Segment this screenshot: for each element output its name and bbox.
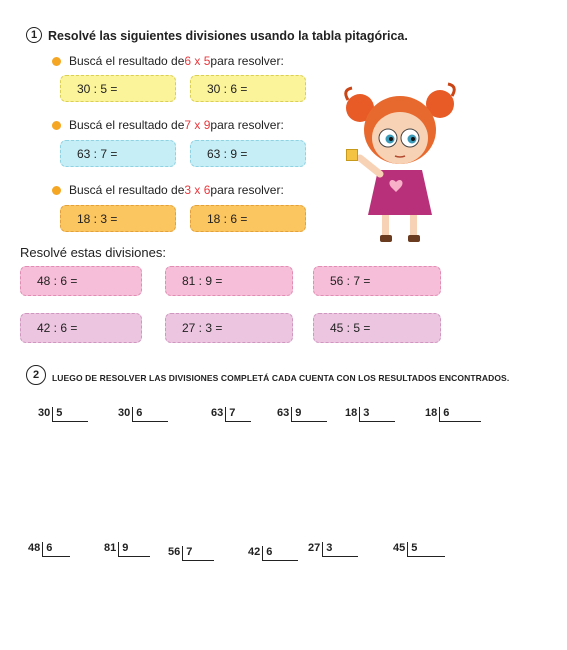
long-division-18-3[interactable]: 18 3: [345, 407, 395, 422]
answer-box-27-3[interactable]: 27 : 3 =: [165, 313, 293, 343]
long-division-63-7[interactable]: 63 7: [211, 407, 251, 422]
answer-box-81-9[interactable]: 81 : 9 =: [165, 266, 293, 296]
hint-group-3: Buscá el resultado de 3 x 6 para resolver:: [52, 183, 284, 197]
long-division-45-5[interactable]: 45 5: [393, 542, 445, 557]
girl-illustration-icon: [340, 80, 460, 245]
long-division-56-7[interactable]: 56 7: [168, 546, 214, 561]
answer-box-30-6[interactable]: 30 : 6 =: [190, 75, 306, 102]
answer-box-42-6[interactable]: 42 : 6 =: [20, 313, 142, 343]
long-division-42-6[interactable]: 42 6: [248, 546, 298, 561]
bullet-icon: [52, 57, 61, 66]
long-division-18-6[interactable]: 18 6: [425, 407, 481, 422]
long-division-63-9[interactable]: 63 9: [277, 407, 327, 422]
small-square-icon: [346, 149, 358, 161]
long-division-48-6[interactable]: 48 6: [28, 542, 70, 557]
exercise-number-1: 1: [26, 27, 42, 43]
long-division-30-6[interactable]: 30 6: [118, 407, 168, 422]
answer-box-30-5[interactable]: 30 : 5 =: [60, 75, 176, 102]
bullet-icon: [52, 186, 61, 195]
resolve-divisions-title: Resolvé estas divisiones:: [20, 245, 166, 260]
exercise-1-title: Resolvé las siguientes divisiones usando la tabla pitagórica.: [48, 29, 408, 43]
long-division-81-9[interactable]: 81 9: [104, 542, 150, 557]
answer-box-45-5[interactable]: 45 : 5 =: [313, 313, 441, 343]
hint-group-1: Buscá el resultado de 6 x 5 para resolver:: [52, 54, 284, 68]
answer-box-18-3[interactable]: 18 : 3 =: [60, 205, 176, 232]
long-division-27-3[interactable]: 27 3: [308, 542, 358, 557]
hint-group-2: Buscá el resultado de 7 x 9 para resolver:: [52, 118, 284, 132]
bullet-icon: [52, 121, 61, 130]
answer-box-63-7[interactable]: 63 : 7 =: [60, 140, 176, 167]
long-division-30-5[interactable]: 30 5: [38, 407, 88, 422]
exercise-2-title: LUEGO DE RESOLVER LAS DIVISIONES COMPLETÁ CADA CUENTA CON LOS RESULTADOS ENCONTRADOS.: [52, 373, 510, 383]
answer-box-63-9[interactable]: 63 : 9 =: [190, 140, 306, 167]
answer-box-56-7[interactable]: 56 : 7 =: [313, 266, 441, 296]
answer-box-18-6[interactable]: 18 : 6 =: [190, 205, 306, 232]
exercise-number-2: 2: [26, 365, 46, 385]
answer-box-48-6[interactable]: 48 : 6 =: [20, 266, 142, 296]
